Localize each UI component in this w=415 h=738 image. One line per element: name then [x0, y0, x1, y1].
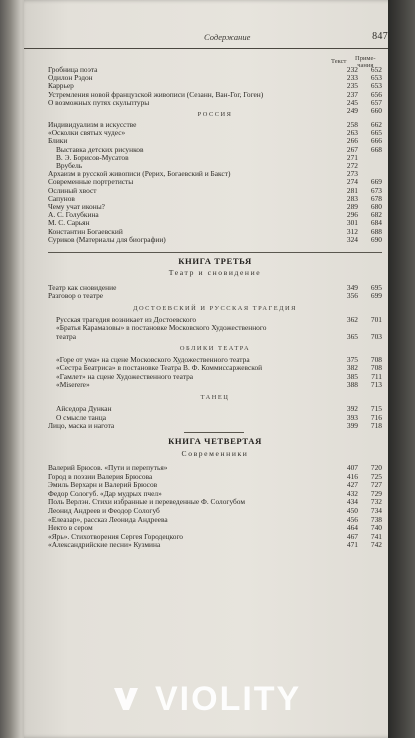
toc-notes-page: 682	[370, 210, 382, 220]
toc-entry	[48, 333, 388, 341]
toc-entry-title: «Горе от ума» на сцене Московского Художественного театра	[56, 355, 250, 364]
toc-entry	[48, 154, 388, 162]
toc-entry-title: Разговор о театре	[48, 291, 104, 301]
toc-notes-page: 662	[370, 120, 382, 129]
toc-entry	[48, 524, 388, 532]
toc-entry-title: Устремления новой французской живописи (Сезанн, Ван-Гог, Гоген)	[48, 89, 264, 99]
toc-entry-title: А. С. Голубкина	[48, 210, 99, 220]
toc-text-page: 382	[346, 363, 358, 373]
toc-entry-title: Современные портретисты	[48, 177, 134, 187]
toc-entry	[48, 211, 388, 219]
violity-logo-icon	[110, 682, 142, 714]
toc-entry	[48, 236, 388, 244]
toc-notes-page: 727	[370, 480, 382, 490]
toc-text-page: 427	[346, 480, 358, 490]
toc-entry-title: Леонид Андреев и Феодор Сологуб	[48, 506, 160, 515]
toc-entry-title: М. С. Сарьян	[48, 218, 90, 228]
toc-text-page: 235	[346, 81, 358, 91]
toc-text-page: 407	[346, 463, 358, 472]
book-cover-edge	[388, 0, 415, 738]
toc-text-page: 434	[346, 497, 358, 507]
toc-notes-page: 742	[370, 540, 382, 550]
toc-entry-title: Индивидуализм в искусстве	[48, 120, 137, 129]
toc-notes-page: 695	[370, 283, 382, 292]
toc-notes-page: 741	[370, 531, 382, 541]
toc-text-page: 296	[346, 210, 358, 220]
toc-entry	[48, 507, 388, 515]
watermark: VIOLITY	[155, 680, 302, 718]
toc-text-page: 399	[346, 421, 358, 431]
toc-entry-title: Врубель	[56, 161, 83, 170]
toc-text-page: 271	[346, 152, 358, 162]
header-title: Содержание	[204, 32, 251, 42]
toc-entry-title: Одилон Рэдон	[48, 73, 93, 83]
toc-notes-page: 738	[370, 514, 382, 524]
toc-entry-title: О смысле танца	[56, 412, 106, 422]
toc-entry	[48, 66, 388, 74]
toc-text-page: 249	[346, 106, 358, 115]
toc-entry-title: Некто в сером	[48, 523, 93, 533]
toc-entry-title: Федор Сологуб. «Дар мудрых пчел»	[48, 488, 162, 498]
divider	[184, 432, 244, 433]
toc-text-page: 283	[346, 193, 358, 203]
toc-notes-page: 653	[370, 81, 382, 91]
toc-entry-title: «Братья Карамазовы» в постановке Московского Художественного	[56, 323, 267, 333]
book-page	[24, 0, 394, 738]
toc-notes-page: 657	[370, 97, 382, 107]
toc-text-page: 312	[346, 226, 358, 236]
toc-notes-page: 725	[370, 471, 382, 481]
toc-entry-title: Архаизм в русской живописи (Рерих, Богаевский и Бакст)	[48, 169, 231, 179]
toc-entry-title: «Гамлет» на сцене Художественного театра	[56, 371, 194, 381]
page-number: 847	[372, 31, 388, 42]
toc-notes-page: 665	[370, 128, 382, 138]
toc-entry	[48, 464, 388, 472]
toc-notes-page: 715	[370, 404, 382, 413]
toc-notes-page: 701	[370, 315, 382, 324]
book-subtitle: Современники	[181, 449, 249, 458]
toc-entry-title: Лицо, маска и нагота	[48, 421, 115, 431]
toc-entry-title: О возможных путях скульптуры	[48, 97, 150, 107]
toc-entry	[48, 516, 388, 524]
column-head-notes: Приме- чания	[355, 55, 376, 69]
toc-entry-title: Русская трагедия возникает из Достоевского	[56, 315, 197, 324]
toc-entry-title: «Осколки святых чудес»	[48, 128, 126, 138]
toc-notes-page: 688	[370, 226, 382, 236]
toc-entry-title: Гробница поэта	[48, 65, 98, 74]
toc-text-page: 432	[346, 488, 358, 498]
toc-entry-title: Айседора Дункан	[56, 404, 112, 413]
toc-entry-title: Константин Богаевский	[48, 226, 123, 236]
toc-entry-title: Валерий Брюсов. «Пути и перепутья»	[48, 463, 168, 472]
toc-notes-page: 668	[370, 144, 382, 154]
toc-entry-title: «Сестра Беатриса» в постановке Театра В. Ф. Коммиссаржевской	[56, 363, 263, 373]
toc-entry-title: «Miserere»	[56, 380, 90, 390]
toc-entry	[48, 373, 388, 381]
toc-text-page: 375	[346, 355, 358, 364]
toc-notes-page: 708	[370, 363, 382, 373]
toc-notes-page: 713	[370, 380, 382, 390]
toc-entry-title: Сапунов	[48, 193, 75, 203]
toc-text-page: 289	[346, 202, 358, 211]
toc-text-page: 356	[346, 291, 358, 301]
toc-notes-page: 653	[370, 73, 382, 83]
toc-entry-title: Каррьер	[48, 81, 74, 91]
toc-notes-page: 720	[370, 463, 382, 472]
toc-text-page: 281	[346, 185, 358, 195]
toc-text-page: 274	[346, 177, 358, 187]
toc-notes-page: 669	[370, 177, 382, 187]
toc-text-page: 416	[346, 471, 358, 481]
toc-entry-title: Выставка детских рисунков	[56, 144, 144, 154]
toc-entry	[48, 178, 388, 186]
toc-entry	[48, 481, 388, 489]
toc-text-page: 471	[346, 540, 358, 550]
toc-entry-title: Поль Верлэн. Стихи избранные и переведенные Ф. Сологубом	[48, 497, 246, 507]
toc-entry	[48, 187, 388, 195]
book-title: КНИГА ТРЕТЬЯ	[178, 256, 252, 266]
column-head-text: Текст	[331, 58, 347, 65]
toc-notes-page: 732	[370, 497, 382, 507]
toc-entry	[48, 74, 388, 82]
toc-entry-title: Город в поэзии Валерия Брюсова	[48, 471, 153, 481]
toc-notes-page: 678	[370, 193, 382, 203]
toc-text-page: 245	[346, 97, 358, 107]
toc-entry	[48, 422, 388, 430]
toc-text-page: 237	[346, 89, 358, 99]
section-heading: РОССИЯ	[197, 111, 233, 118]
toc-notes-page: 703	[370, 331, 382, 341]
toc-entry	[48, 129, 388, 137]
section-heading: ТАНЕЦ	[200, 394, 230, 401]
toc-text-page: 258	[346, 120, 358, 129]
toc-text-page: 263	[346, 128, 358, 138]
toc-entry-title: Театр как сновидение	[48, 283, 117, 292]
toc-text-page: 301	[346, 218, 358, 228]
toc-notes-page: 729	[370, 488, 382, 498]
toc-notes-page: 660	[370, 106, 382, 115]
section-heading: ОБЛИКИ ТЕАТРА	[179, 345, 251, 352]
toc-notes-page: 690	[370, 234, 382, 244]
toc-entry-title: «Елеазар», рассказ Леонида Андреева	[48, 514, 168, 524]
toc-entry	[48, 324, 388, 332]
toc-entry	[48, 99, 388, 107]
toc-notes-page: 656	[370, 89, 382, 99]
toc-text-page: 365	[346, 331, 358, 341]
toc-text-page: 273	[346, 169, 358, 179]
section-heading: ДОСТОЕВСКИЙ И РУССКАЯ ТРАГЕДИЯ	[133, 305, 297, 312]
toc-entry	[48, 541, 388, 549]
toc-text-page: 385	[346, 371, 358, 381]
toc-entry	[48, 405, 388, 413]
toc-entry-title: Суриков (Материалы для биографии)	[48, 234, 166, 244]
toc-entry-title: «Ярь». Стихотворения Сергея Городецкого	[48, 531, 184, 541]
toc-text-page: 464	[346, 523, 358, 533]
toc-entry	[48, 381, 388, 389]
toc-notes-page: 652	[370, 65, 382, 74]
toc-notes-page: 684	[370, 218, 382, 228]
book-title: КНИГА ЧЕТВЕРТАЯ	[168, 436, 262, 446]
toc-notes-page: 666	[370, 136, 382, 146]
toc-entry-title: театра	[56, 331, 76, 341]
toc-text-page: 233	[346, 73, 358, 83]
toc-text-page: 266	[346, 136, 358, 146]
toc-entry-title: В. Э. Борисов-Мусатов	[56, 152, 129, 162]
toc-notes-page: 711	[371, 371, 382, 381]
toc-entry-title: Ослиный хвост	[48, 185, 97, 195]
book-subtitle: Театр и сновидение	[168, 268, 262, 277]
toc-text-page: 392	[346, 404, 358, 413]
toc-text-page: 450	[346, 506, 358, 515]
toc-entry-title: Чему учат иконы?	[48, 202, 105, 211]
toc-text-page: 362	[346, 315, 358, 324]
toc-text-page: 456	[346, 514, 358, 524]
toc-entry	[48, 292, 388, 300]
toc-notes-page: 699	[370, 291, 382, 301]
toc-text-page: 467	[346, 531, 358, 541]
toc-entry-title: Блики	[48, 136, 68, 146]
toc-entry-title: «Александрийские песни» Кузмина	[48, 540, 161, 550]
toc-notes-page: 708	[370, 355, 382, 364]
toc-text-page: 349	[346, 283, 358, 292]
divider	[48, 252, 382, 253]
toc-text-page: 272	[346, 161, 358, 170]
toc-notes-page: 718	[370, 421, 382, 431]
toc-text-page: 388	[346, 380, 358, 390]
toc-notes-page: 680	[370, 202, 382, 211]
toc-text-page: 267	[346, 144, 358, 154]
toc-text-page: 393	[346, 412, 358, 422]
running-header	[24, 30, 394, 49]
toc-notes-page: 740	[370, 523, 382, 533]
toc-text-page: 324	[346, 234, 358, 244]
toc-notes-page: 716	[370, 412, 382, 422]
toc-notes-page: 734	[370, 506, 382, 515]
toc-text-page: 232	[346, 65, 358, 74]
toc-entry-title: Эмиль Верхарн и Валерий Брюсов	[48, 480, 158, 490]
toc-entry	[48, 203, 388, 211]
toc-notes-page: 673	[370, 185, 382, 195]
